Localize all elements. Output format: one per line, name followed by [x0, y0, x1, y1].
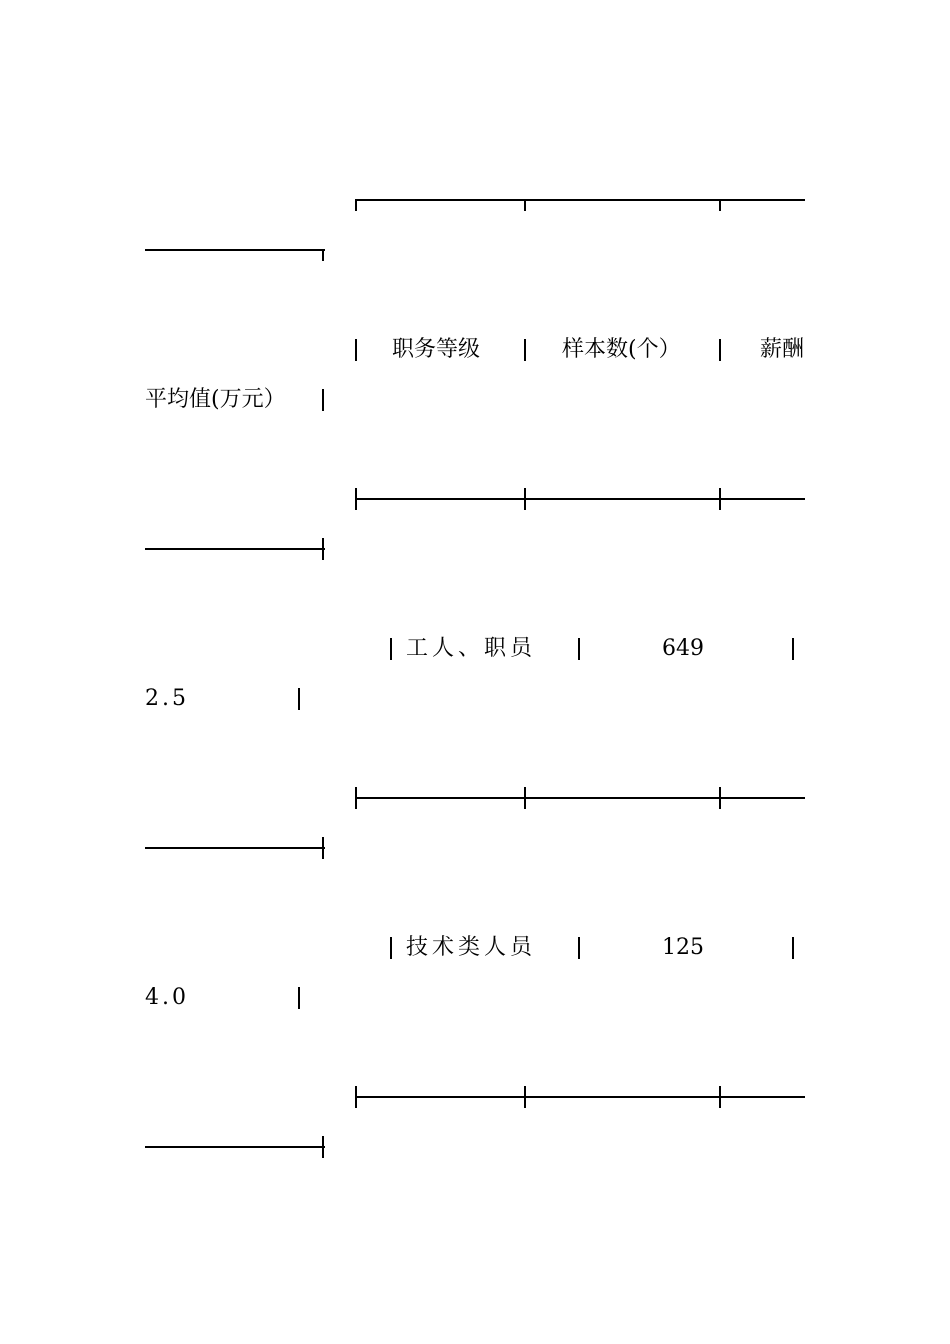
header-salary-part2: 平均值(万元） [145, 387, 286, 412]
cell-avg-salary: 4.0 [145, 985, 189, 1010]
cell-grade: 技术类人员 [406, 935, 537, 960]
header-samples: 样本数(个） [562, 337, 681, 362]
cell-grade: 工人、职员 [406, 636, 537, 661]
cell-samples: 649 [662, 636, 704, 661]
cell-samples: 125 [662, 935, 704, 960]
header-grade: 职务等级 [392, 337, 481, 362]
header-salary-part1: 薪酬 [760, 337, 805, 362]
cell-avg-salary: 2.5 [145, 686, 189, 711]
